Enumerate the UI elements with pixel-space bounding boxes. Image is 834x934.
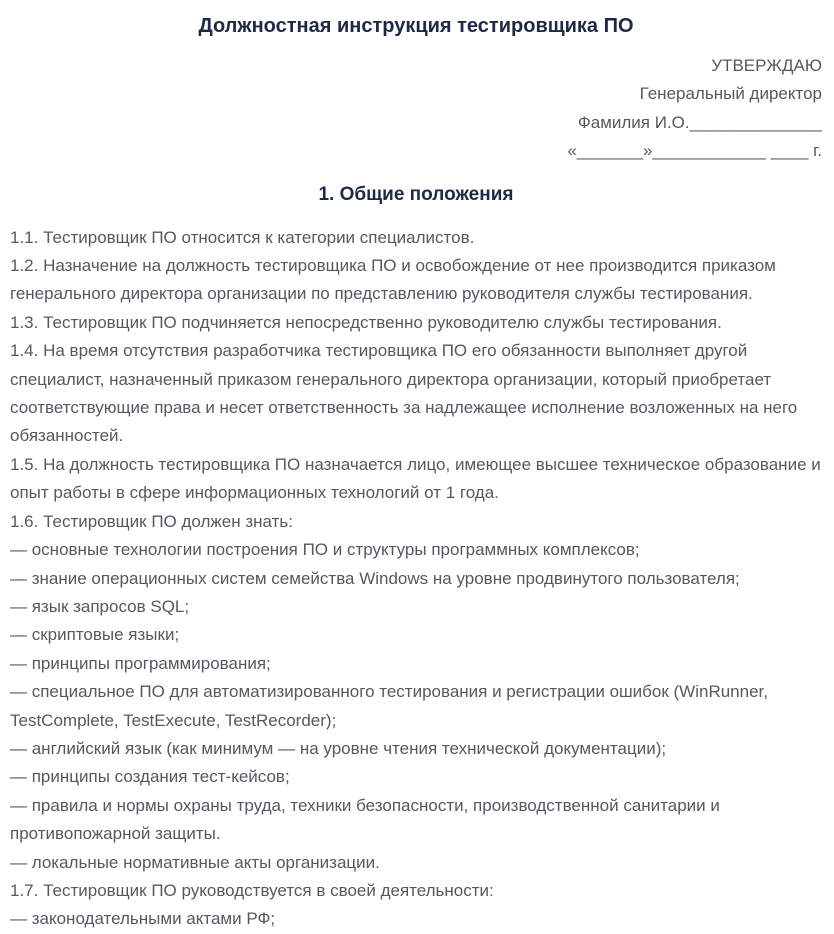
paragraph-1-1: 1.1. Тестировщик ПО относится к категории специалистов. [10, 227, 475, 247]
section-heading-general-provisions: 1. Общие положения [318, 183, 514, 205]
list-item-know-1: — основные технологии построения ПО и структуры программных комплексов; [10, 540, 640, 560]
paragraph-1-3: 1.3. Тестировщик ПО подчиняется непосредственно руководителю службы тестирования. [10, 312, 722, 332]
approval-line-date-signature: «_______»____________ ____ г. [567, 141, 822, 161]
paragraph-1-4: 1.4. На время отсутствия разработчика тестировщика ПО его обязанности выполняет другой специалист, назначенный приказом генерального директора организации, который приобретает соответствующие права и несет ответственность за надлежащее исполнение возложенных на него обязанностей. [10, 341, 798, 446]
list-item-know-7: — английский язык (как минимум — на уровне чтения технической документации); [10, 738, 667, 758]
approval-line-name-signature: Фамилия И.О.______________ [577, 112, 822, 132]
paragraph-1-5: 1.5. На должность тестировщика ПО назначается лицо, имеющее высшее техническое образование и опыт работы в сфере информационных технологий от 1 года. [10, 454, 821, 503]
list-item-know-3: — язык запросов SQL; [10, 596, 190, 616]
list-item-know-2: — знание операционных систем семейства Windows на уровне продвинутого пользователя; [10, 568, 740, 588]
list-item-know-4: — скриптовые языки; [10, 625, 180, 645]
paragraph-1-7: 1.7. Тестировщик ПО руководствуется в своей деятельности: [10, 880, 494, 900]
list-item-know-5: — принципы программирования; [10, 653, 271, 673]
document-title: Должностная инструкция тестировщика ПО [198, 15, 634, 37]
approval-line-position: Генеральный директор [639, 84, 822, 104]
list-item-guided-1: — законодательными актами РФ; [10, 909, 276, 929]
list-item-know-10: — локальные нормативные акты организации. [10, 852, 380, 872]
list-item-know-9: — правила и нормы охраны труда, техники безопасности, производственной санитарии и противопожарной защиты. [10, 795, 720, 844]
approval-line-approve: УТВЕРЖДАЮ [711, 56, 822, 75]
paragraph-1-2: 1.2. Назначение на должность тестировщика ПО и освобождение от нее производится приказом генерального директора организации по представлению руководителя службы тестирования. [10, 256, 776, 304]
section-body [10, 224, 822, 934]
paragraph-1-6: 1.6. Тестировщик ПО должен знать: [10, 511, 293, 531]
list-item-know-6: — специальное ПО для автоматизированного тестирования и регистрации ошибок (WinRunner, TestComplete, TestExecute, TestRecorder); [10, 682, 768, 730]
list-item-know-8: — принципы создания тест-кейсов; [10, 767, 290, 787]
approval-block [10, 52, 822, 166]
